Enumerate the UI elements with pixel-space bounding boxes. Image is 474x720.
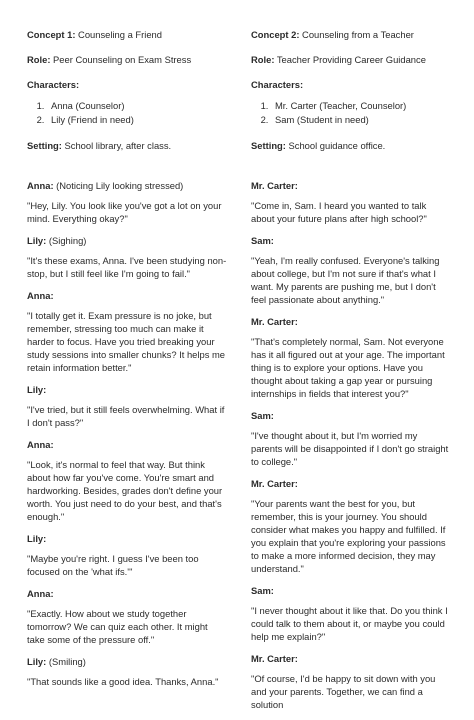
setting-value: School guidance office. — [285, 140, 386, 151]
dialogue-line: "It's these exams, Anna. I've been studying non-stop, but I still feel like I'm going to fail." — [27, 255, 227, 279]
setting-line — [27, 139, 227, 152]
dialogue-line: "Look, it's normal to feel that way. But think about how far you've come. You're smart and hardworking. Besides, grades don't define your worth. You just need to do your best, and that's enough." — [27, 459, 223, 522]
dialogue-line: "I never thought about it like that. Do you think I could talk to them about it, or maybe you could help me explain?" — [251, 605, 448, 642]
concept-value: Counseling a Friend — [75, 29, 162, 40]
concept-heading — [27, 28, 227, 41]
role-line — [251, 53, 451, 66]
speaker-label: Sam: — [251, 585, 274, 596]
speaker-label: Sam: — [251, 410, 274, 421]
character-item: 2. Sam (Student in need) — [271, 113, 451, 126]
concept-1-column — [27, 28, 227, 697]
dialogue — [251, 179, 451, 711]
characters-list — [27, 99, 227, 126]
concept-2-column — [251, 28, 451, 720]
dialogue-line: "Exactly. How about we study together tomorrow? We can quiz each other. It might take some of the pressure off." — [27, 608, 208, 645]
dialogue-line: "Maybe you're right. I guess I've been too focused on the 'what ifs.'" — [27, 553, 199, 577]
character-item: 2. Lily (Friend in need) — [47, 113, 227, 126]
character-item: 1. Anna (Counselor) — [47, 99, 227, 112]
characters-label: Characters: — [251, 79, 304, 90]
setting-line — [251, 139, 451, 152]
concept-value: Counseling from a Teacher — [299, 29, 414, 40]
concept-heading — [251, 28, 451, 41]
dialogue-line: "I totally get it. Exam pressure is no joke, but remember, stressing too much can make it harder to focus. Have you tried breaking your study sessions into smaller chunks? It helps me retain information better." — [27, 310, 226, 373]
role-label: Role: — [251, 54, 275, 65]
dialogue-line: "That sounds like a good idea. Thanks, Anna." — [27, 676, 219, 687]
speaker-label: Anna: — [27, 588, 54, 599]
character-item: 1. Mr. Carter (Teacher, Counselor) — [271, 99, 451, 112]
speaker-label: Mr. Carter: — [251, 478, 298, 489]
speaker-label: Sam: — [251, 235, 274, 246]
setting-value: School library, after class. — [61, 140, 172, 151]
dialogue-line: "I've tried, but it still feels overwhelming. What if I don't pass?" — [27, 404, 225, 428]
speaker-label: Mr. Carter: — [251, 316, 298, 327]
dialogue — [27, 179, 227, 688]
concept-label: Concept 2: — [251, 29, 300, 40]
speaker-label: Mr. Carter: — [251, 653, 298, 664]
speaker-label: Anna: (Noticing Lily looking stressed) — [27, 180, 184, 191]
dialogue-line: "Hey, Lily. You look like you've got a lot on your mind. Everything okay?" — [27, 200, 222, 224]
speaker-label: Mr. Carter: — [251, 180, 298, 191]
dialogue-line: "Your parents want the best for you, but remember, this is your journey. You should consider what makes you happy and fulfilled. If you explain that you're exploring your passions to make a more informed decision, they may understand." — [251, 498, 446, 574]
speaker-label: Lily: (Sighing) — [27, 235, 87, 246]
dialogue-line: "Of course, I'd be happy to sit down with you and your parents. Together, we can find a solution — [251, 673, 436, 710]
characters-label: Characters: — [27, 79, 80, 90]
dialogue-line: "That's completely normal, Sam. Not everyone has it all figured out at your age. The important thing is to explore your options. Have you thought about taking a gap year or pursuing internships in fields that interest you?" — [251, 336, 445, 399]
setting-label: Setting: — [27, 140, 62, 151]
role-label: Role: — [27, 54, 51, 65]
dialogue-line: "I've thought about it, but I'm worried my parents will be disappointed if I don't go straight to college." — [251, 430, 449, 467]
dialogue-line: "Yeah, I'm really confused. Everyone's talking about college, but I'm not sure if that's what I want. My parents are pushing me, but I don't feel passionate about anything." — [251, 255, 440, 305]
setting-label: Setting: — [251, 140, 286, 151]
speaker-label: Lily: — [27, 384, 47, 395]
concept-label: Concept 1: — [27, 29, 76, 40]
speaker-label: Lily: (Smiling) — [27, 656, 86, 667]
characters-list — [251, 99, 451, 126]
dialogue-line: "Come in, Sam. I heard you wanted to talk about your future plans after high school?" — [251, 200, 427, 224]
role-value: Peer Counseling on Exam Stress — [50, 54, 192, 65]
speaker-label: Anna: — [27, 439, 54, 450]
role-value: Teacher Providing Career Guidance — [274, 54, 426, 65]
speaker-label: Anna: — [27, 290, 54, 301]
speaker-label: Lily: — [27, 533, 47, 544]
role-line — [27, 53, 227, 66]
